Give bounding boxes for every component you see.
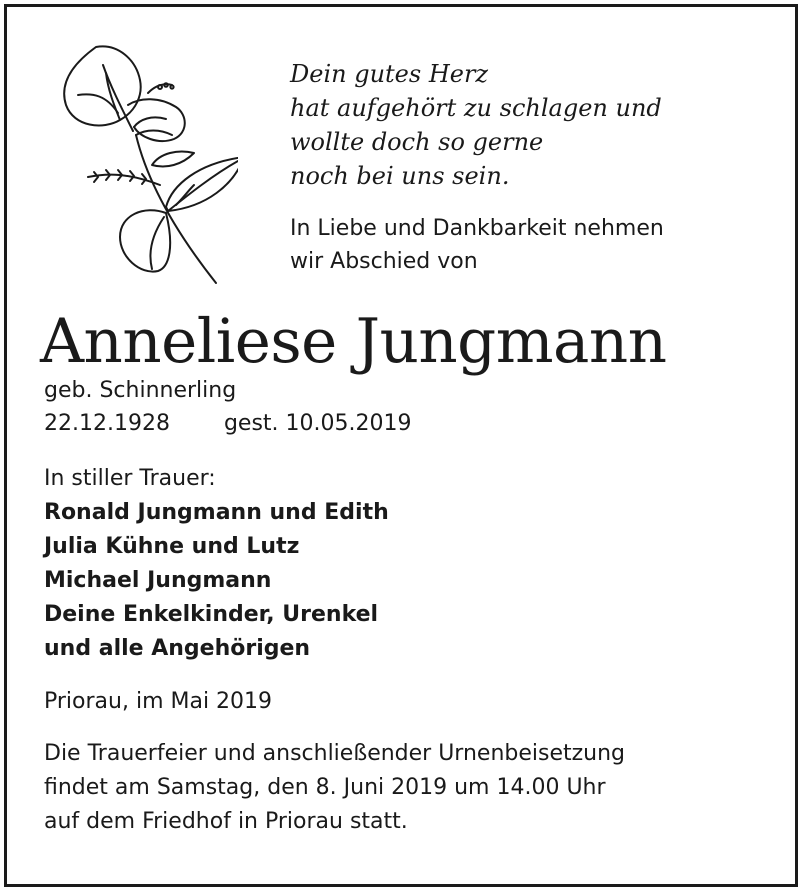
service-line: findet am Samstag, den 8. Juni 2019 um 14.00 Uhr: [44, 775, 606, 800]
mourner-name: Deine Enkelkinder, Urenkel: [44, 602, 379, 627]
birth-date: 22.12.1928: [44, 411, 170, 436]
poem-verse: [290, 57, 662, 193]
mourner-name: Michael Jungmann: [44, 568, 272, 593]
deceased-name: Anneliese Jungmann: [40, 306, 667, 377]
farewell-intro: [290, 212, 664, 278]
mourner-name: Ronald Jungmann und Edith: [44, 500, 389, 525]
intro-line: wir Abschied von: [290, 249, 478, 274]
life-dates: [44, 407, 412, 440]
deceased-details: [44, 374, 412, 440]
service-line: Die Trauerfeier und anschließender Urnenbeisetzung: [44, 741, 626, 766]
funeral-service-info: [44, 737, 625, 839]
mourners-heading: In stiller Trauer:: [44, 466, 216, 491]
poem-line: Dein gutes Herz: [290, 60, 489, 88]
mourner-name: Julia Kühne und Lutz: [44, 534, 300, 559]
poem-line: noch bei uns sein.: [290, 162, 510, 190]
intro-line: In Liebe und Dankbarkeit nehmen: [290, 216, 664, 241]
maiden-name: geb. Schinnerling: [44, 378, 237, 403]
mourners-list: [44, 462, 389, 666]
mourner-name: und alle Angehörigen: [44, 636, 311, 661]
poem-line: hat aufgehört zu schlagen und: [290, 94, 662, 122]
service-line: auf dem Friedhof in Priorau statt.: [44, 809, 408, 834]
poem-line: wollte doch so gerne: [290, 128, 544, 156]
death-date: gest. 10.05.2019: [223, 411, 412, 436]
calla-lily-icon: [48, 35, 238, 295]
place-date: Priorau, im Mai 2019: [44, 689, 273, 714]
